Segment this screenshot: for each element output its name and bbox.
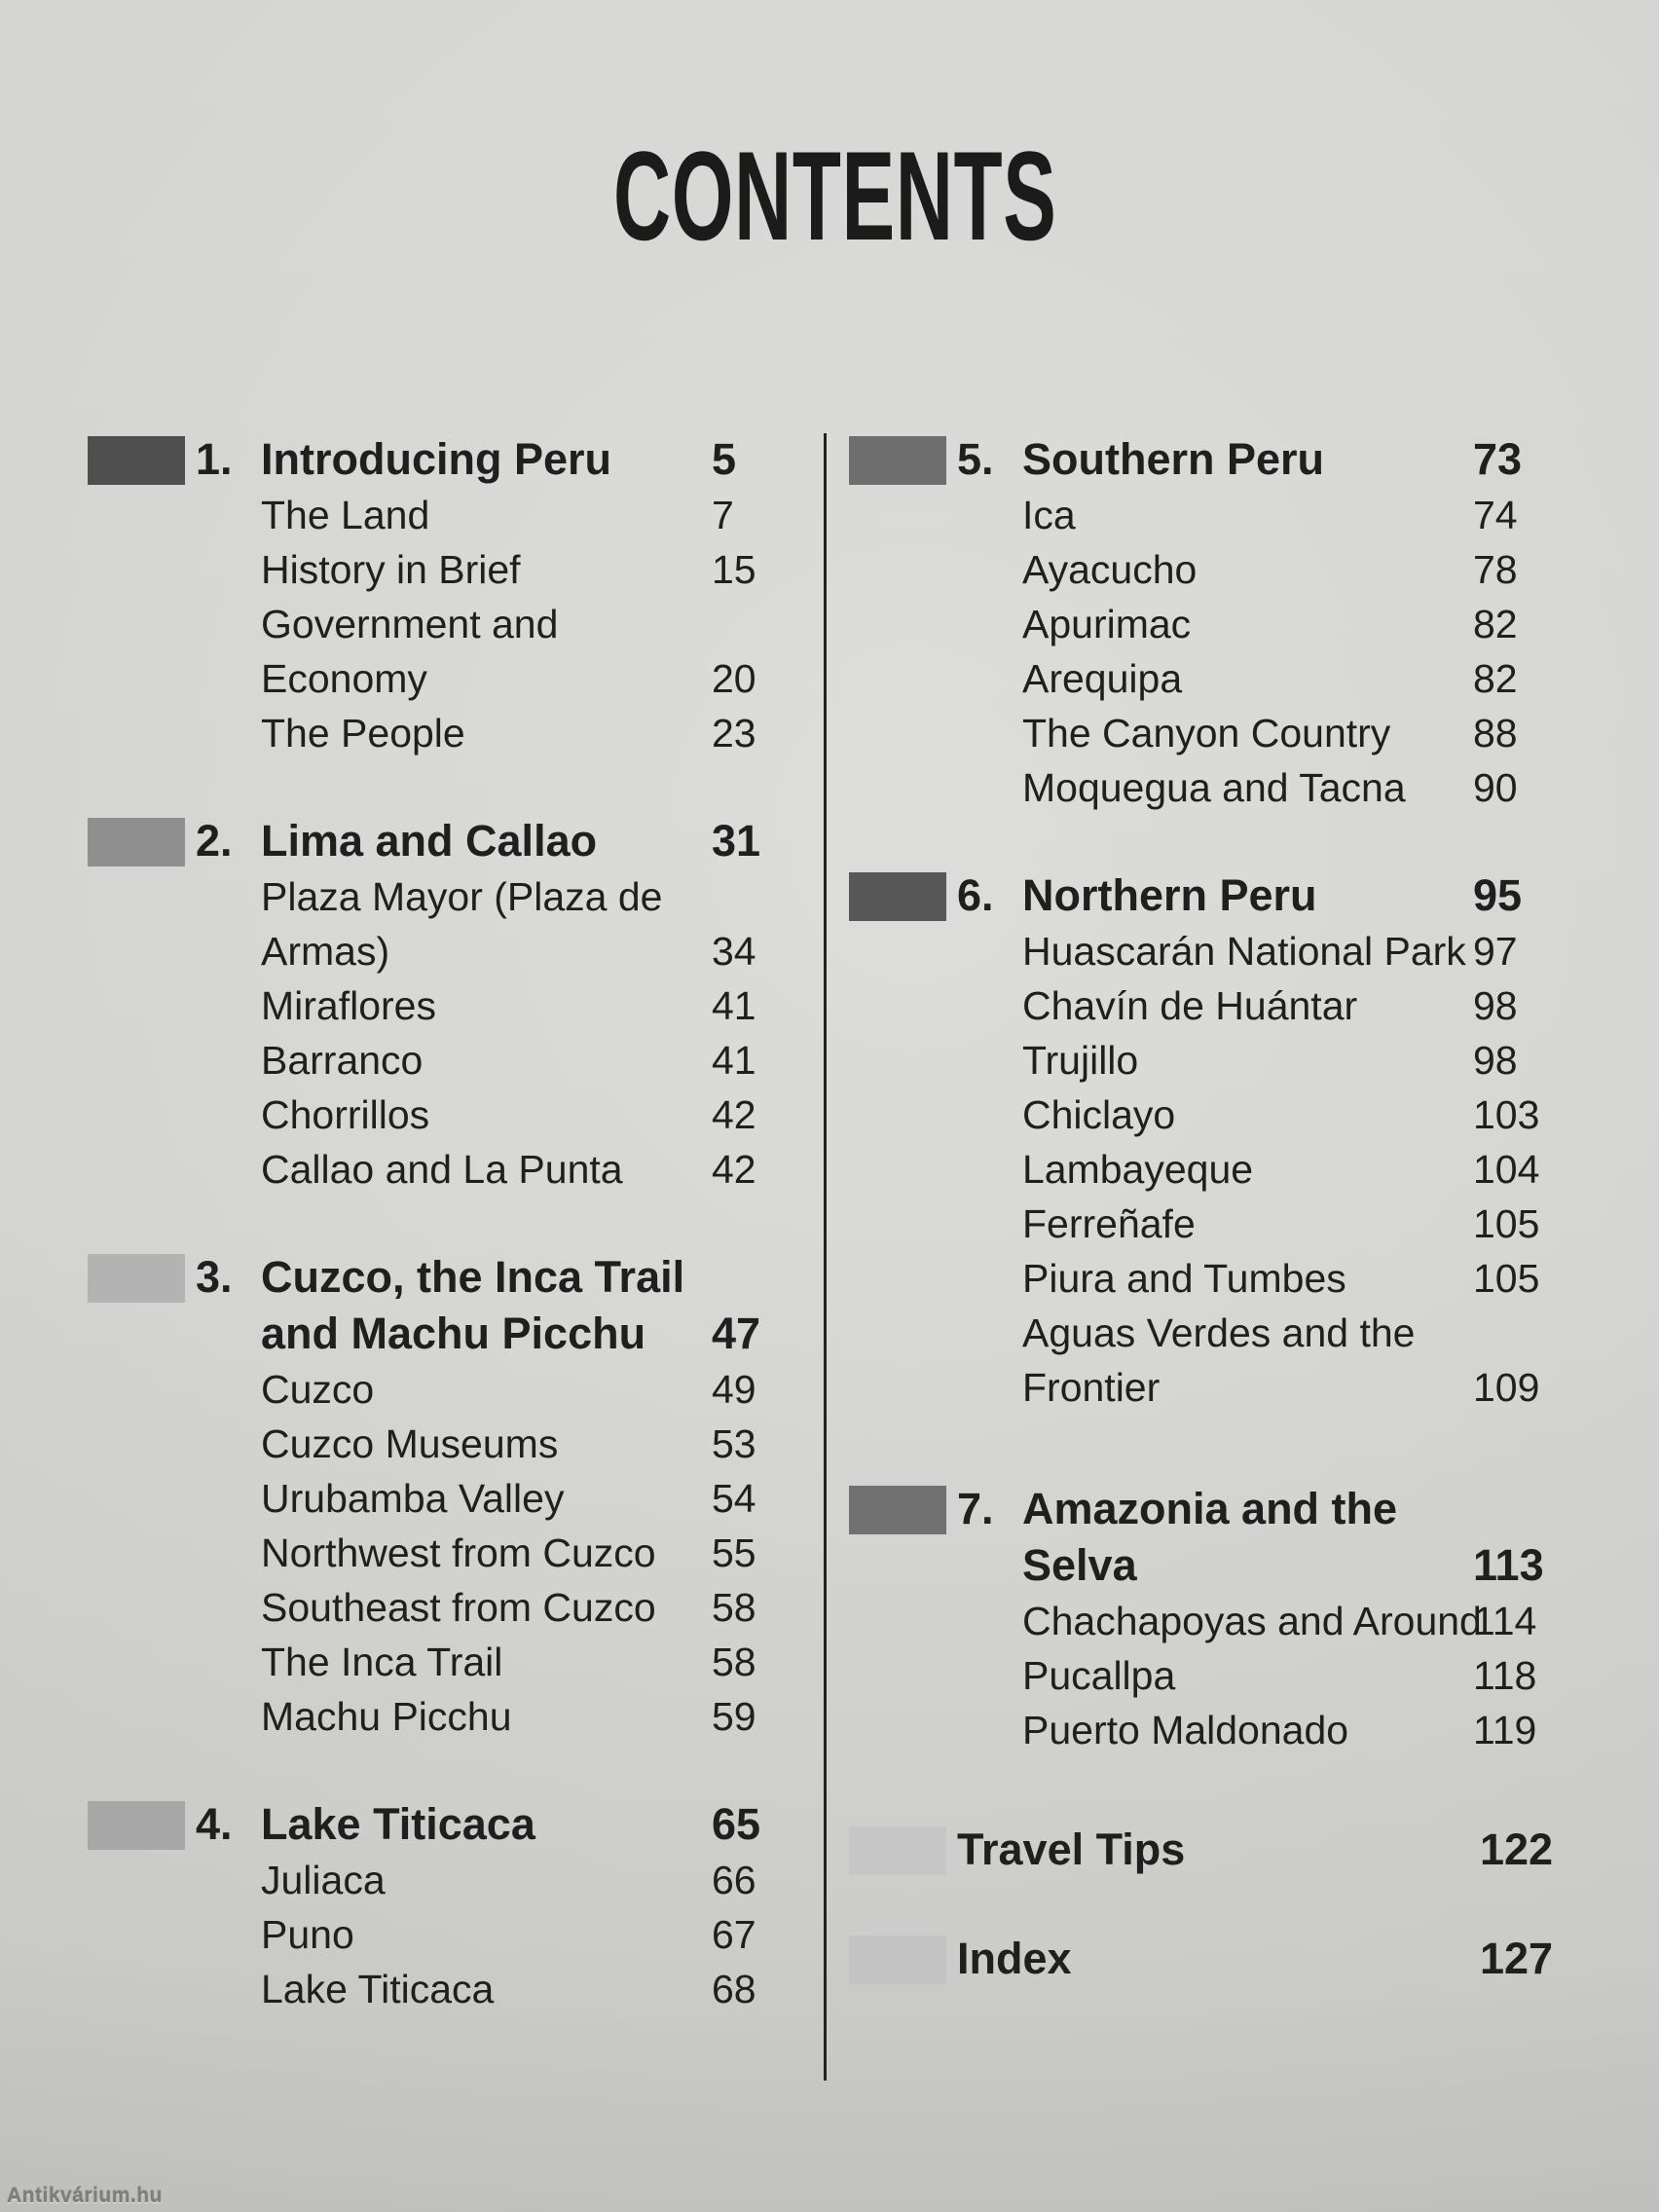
entry-page: 105 [1473,1256,1540,1301]
toc-entry [1022,1033,1518,1088]
entry-page: 65 [712,1799,761,1849]
toc-entry [1022,706,1518,760]
entry-label: Lima and Callao [261,816,598,866]
entry-label: Introducing Peru [261,434,611,484]
toc-entry [957,1931,1554,1987]
entry-page: 90 [1473,765,1518,810]
toc-entry [261,1853,756,1907]
toc-column-right [849,431,1554,2040]
toc-entry [261,1249,730,1306]
toc-section [88,813,761,1197]
entry-label: Ferreñafe [1022,1201,1196,1246]
entry-page: 78 [1473,547,1518,592]
entry-label: Cuzco, the Inca Trail [261,1252,685,1302]
chapter-color-swatch [849,1826,946,1875]
toc-entry [261,1962,756,2016]
chapter-color-swatch [88,818,185,866]
section-items [88,869,756,1197]
chapter-title [261,431,737,488]
entry-page: 41 [712,1038,756,1083]
entry-page: 54 [712,1476,756,1521]
entry-page: 34 [712,929,756,974]
entry-label: Lake Titicaca [261,1799,535,1849]
section-items [88,488,756,760]
entry-page: 49 [712,1367,756,1412]
entry-page: 73 [1473,434,1523,484]
entry-page: 68 [712,1967,756,2011]
entry-label: Economy [261,656,427,701]
entry-page: 119 [1473,1708,1537,1752]
toc-entry [957,1822,1554,1878]
section-header [849,431,1523,488]
chapter-title [261,1249,761,1362]
chapter-color-swatch [849,1486,946,1534]
entry-label: Machu Picchu [261,1694,512,1739]
entry-page: 7 [712,493,734,537]
toc-section [88,1796,761,2016]
toc-entry [1022,867,1523,924]
toc-entry [1022,1360,1540,1415]
chapter-color-swatch [849,1936,946,1984]
toc-entry [1022,1306,1492,1360]
chapter-number: 2. [196,816,233,866]
toc-entry [1022,924,1518,978]
toc-entry [1022,431,1523,488]
toc-section [849,1822,1554,1878]
entry-label: Cuzco Museums [261,1421,559,1466]
chapter-number: 6. [957,870,994,920]
toc-section [88,431,756,760]
entry-label: The Land [261,493,430,537]
entry-label: Chiclayo [1022,1092,1176,1137]
entry-label: Lambayeque [1022,1147,1254,1192]
chapter-color-swatch [88,1801,185,1850]
chapter-color-swatch [88,1254,185,1303]
entry-page: 98 [1473,983,1518,1028]
chapter-number: 3. [196,1252,233,1302]
watermark: Antikvárium.hu [7,2185,163,2207]
chapter-number: 5. [957,434,994,484]
entry-label: The People [261,711,465,756]
toc-entry [261,813,761,869]
chapter-title [957,1931,1554,1987]
entry-label: Plaza Mayor (Plaza de [261,874,663,919]
toc-entry [1022,542,1518,597]
entry-label: Arequipa [1022,656,1183,701]
entry-label: The Canyon Country [1022,711,1391,756]
toc-entry [261,1526,756,1580]
entry-label: Puerto Maldonado [1022,1708,1349,1752]
entry-label: Urubamba Valley [261,1476,565,1521]
entry-page: 82 [1473,656,1518,701]
toc-section [849,1931,1554,1987]
entry-label: Barranco [261,1038,424,1083]
page-title: CONTENTS [613,125,1057,267]
toc-section [849,431,1523,815]
section-header [88,1796,761,1853]
section-header [88,431,737,488]
entry-page: 41 [712,983,756,1028]
entry-page: 67 [712,1912,756,1957]
entry-page: 59 [712,1694,756,1739]
entry-page: 23 [712,711,756,756]
entry-page: 109 [1473,1365,1540,1410]
chapter-title [1022,867,1523,924]
entry-label: and Machu Picchu [261,1309,646,1358]
entry-label: Government and [261,602,559,646]
section-items [849,1594,1537,1757]
toc-entry [261,431,737,488]
entry-label: Aguas Verdes and the [1022,1310,1416,1355]
entry-page: 47 [712,1309,761,1358]
section-items [88,1362,756,1744]
entry-page: 31 [712,816,761,866]
entry-page: 98 [1473,1038,1518,1083]
entry-label: Piura and Tumbes [1022,1256,1346,1301]
entry-label: Southeast from Cuzco [261,1585,656,1630]
toc-entry [261,1635,756,1689]
toc-entry [261,542,756,597]
entry-label: Chorrillos [261,1092,430,1137]
chapter-color-swatch [849,436,946,485]
entry-page: 88 [1473,711,1518,756]
toc-entry [261,924,756,978]
toc-column-left [88,431,761,2069]
section-header [849,1481,1544,1594]
entry-page: 42 [712,1147,756,1192]
chapter-title [1022,431,1523,488]
entry-page: 118 [1473,1653,1537,1698]
entry-page: 20 [712,656,756,701]
toc-entry [1022,760,1518,815]
entry-page: 58 [712,1640,756,1684]
toc-entry [261,1796,761,1853]
entry-label: Travel Tips [957,1825,1186,1874]
chapter-number: 7. [957,1484,994,1533]
toc-entry [1022,1537,1544,1594]
entry-label: Ica [1022,493,1076,537]
entry-page: 82 [1473,602,1518,646]
section-items [849,924,1540,1415]
entry-label: Index [957,1934,1072,1983]
entry-label: Chavín de Huántar [1022,983,1358,1028]
toc-entry [1022,651,1518,706]
chapter-color-swatch [849,872,946,921]
toc-section [88,1249,761,1744]
toc-entry [1022,1142,1540,1197]
section-items [849,488,1518,815]
chapter-title [261,1796,761,1853]
toc-entry [1022,1648,1537,1703]
entry-page: 97 [1473,929,1518,974]
toc-entry [261,978,756,1033]
toc-entry [261,1306,761,1362]
entry-label: Lake Titicaca [261,1967,495,2011]
chapter-title [1022,1481,1544,1594]
toc-entry [1022,597,1518,651]
toc-entry [1022,1251,1540,1306]
toc-entry [261,1417,756,1471]
entry-label: Ayacucho [1022,547,1198,592]
entry-label: Juliaca [261,1858,386,1902]
entry-label: Chachapoyas and Around [1022,1599,1482,1643]
section-header [88,1249,761,1362]
toc-entry [261,1580,756,1635]
section-header [849,1822,1554,1878]
entry-label: Apurimac [1022,602,1192,646]
entry-page: 95 [1473,870,1523,920]
toc-entry [261,706,756,760]
entry-label: Northern Peru [1022,870,1317,920]
toc-entry [261,1362,756,1417]
entry-page: 15 [712,547,756,592]
toc-section [849,867,1540,1415]
chapter-color-swatch [88,436,185,485]
toc-entry [1022,1197,1540,1251]
toc-entry [261,488,734,542]
chapter-title [957,1822,1554,1878]
entry-label: Selva [1022,1540,1137,1590]
toc-entry [261,1689,756,1744]
toc-section [849,1481,1544,1757]
entry-page: 55 [712,1530,756,1575]
entry-page: 122 [1480,1825,1554,1874]
entry-page: 113 [1473,1540,1544,1590]
entry-label: Trujillo [1022,1038,1139,1083]
entry-label: Cuzco [261,1367,375,1412]
toc-entry [261,869,730,924]
entry-label: Southern Peru [1022,434,1325,484]
entry-page: 114 [1473,1599,1537,1643]
toc-entry [261,1088,756,1142]
entry-label: Amazonia and the [1022,1484,1398,1533]
toc-entry [1022,488,1518,542]
entry-page: 58 [712,1585,756,1630]
chapter-number: 1. [196,434,233,484]
toc-entry [1022,1703,1537,1757]
section-items [88,1853,756,2016]
toc-entry [261,597,730,651]
entry-page: 5 [712,434,737,484]
entry-page: 105 [1473,1201,1540,1246]
entry-label: Huascarán National Park [1022,929,1466,974]
toc-entry [1022,1594,1537,1648]
entry-label: Moquegua and Tacna [1022,765,1406,810]
entry-label: The Inca Trail [261,1640,503,1684]
entry-label: Northwest from Cuzco [261,1530,656,1575]
toc-entry [261,1471,756,1526]
toc-entry [261,1907,756,1962]
column-divider [824,433,827,2081]
entry-label: Frontier [1022,1365,1161,1410]
toc-entry [261,1142,756,1197]
entry-page: 103 [1473,1092,1540,1137]
section-header [88,813,761,869]
entry-label: Pucallpa [1022,1653,1176,1698]
entry-page: 66 [712,1858,756,1902]
chapter-title [261,813,761,869]
section-header [849,1931,1554,1987]
toc-entry [1022,1481,1492,1537]
section-header [849,867,1523,924]
toc-entry [261,651,756,706]
entry-page: 42 [712,1092,756,1137]
chapter-number: 4. [196,1799,233,1849]
entry-label: Callao and La Punta [261,1147,623,1192]
entry-label: Puno [261,1912,354,1957]
entry-page: 104 [1473,1147,1540,1192]
entry-label: Armas) [261,929,390,974]
entry-page: 74 [1473,493,1518,537]
entry-label: History in Brief [261,547,521,592]
toc-entry [261,1033,756,1088]
entry-page: 127 [1480,1934,1554,1983]
toc-entry [1022,1088,1540,1142]
entry-label: Miraflores [261,983,436,1028]
toc-entry [1022,978,1518,1033]
entry-page: 53 [712,1421,756,1466]
